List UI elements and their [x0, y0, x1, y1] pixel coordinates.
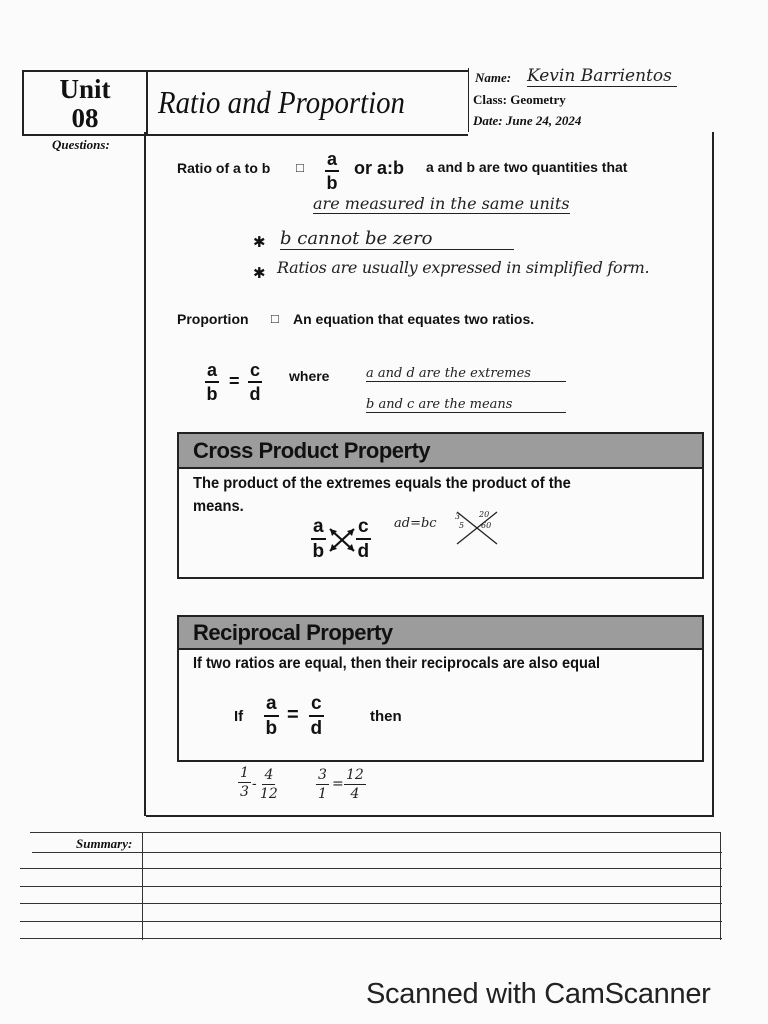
- summary-line: [32, 852, 722, 853]
- hand-bottom-example: [238, 766, 398, 812]
- ratio-fraction: [325, 150, 339, 192]
- reciprocal-frac1-den: b: [265, 718, 278, 739]
- bullet-star-icon: ✱: [253, 234, 266, 251]
- proportion-where: where: [289, 368, 330, 384]
- proportion-box-glyph: □: [271, 311, 279, 326]
- reciprocal-frac1-num: a: [264, 694, 279, 717]
- cross-frac1: [311, 517, 326, 561]
- summary-line: [20, 886, 722, 887]
- questions-label: Questions:: [52, 137, 110, 152]
- proportion-label: Proportion: [177, 311, 249, 327]
- summary-line: [20, 903, 722, 904]
- info-box: [468, 68, 709, 132]
- reciprocal-text: If two ratios are equal, then their reciprocals are also equal: [193, 655, 601, 672]
- hand-sep2: =: [332, 776, 344, 792]
- ratio-hand-line1: are measured in the same units: [313, 194, 570, 213]
- proportion-eq: =: [229, 371, 240, 391]
- ratio-desc: a and b are two quantities that: [426, 159, 628, 175]
- proportion-frac1: [205, 361, 219, 403]
- cross-product-box: [177, 432, 704, 579]
- hand-f4-den: 4: [350, 786, 360, 802]
- summary-label: Summary:: [76, 836, 133, 851]
- cross-frac2-den: d: [357, 541, 370, 562]
- sketch-tl: 3: [455, 512, 461, 521]
- date-value: June 24, 2024: [505, 113, 582, 128]
- reciprocal-box: [177, 615, 704, 762]
- cross-product-title: Cross Product Property: [179, 434, 702, 469]
- class-label: Class:: [473, 92, 507, 107]
- hand-f3-num: 3: [318, 767, 327, 783]
- cross-frac1-den: b: [312, 541, 325, 562]
- proportion-frac2: [248, 361, 262, 403]
- cross-hand-note: ad=bc: [394, 516, 437, 531]
- summary-line: [20, 938, 722, 939]
- date-label: Date:: [473, 113, 503, 128]
- proportion-hand-extremes: a and d are the extremes: [366, 366, 566, 382]
- summary-line: [20, 868, 722, 869]
- name-label: Name:: [475, 70, 512, 85]
- hand-f4-num: 12: [346, 767, 364, 783]
- cross-arrows-icon: [327, 526, 357, 554]
- unit-label: Unit: [59, 74, 111, 104]
- unit-box: [22, 70, 148, 136]
- proportion-frac2-num: c: [248, 361, 262, 383]
- hand-f1-num: 1: [240, 765, 249, 781]
- cross-frac1-num: a: [311, 517, 326, 540]
- sketch-tr: 20: [479, 510, 490, 519]
- reciprocal-frac2-num: c: [309, 694, 324, 717]
- bullet-star-icon: ✱: [253, 265, 266, 282]
- hand-f2-den: 12: [260, 786, 278, 802]
- summary-line: [20, 921, 722, 922]
- hand-frac2: [260, 768, 278, 801]
- hand-frac3: [316, 768, 329, 801]
- cross-frac2-num: c: [356, 517, 371, 540]
- sketch-bl: 5: [459, 521, 465, 530]
- ratio-frac-num: a: [325, 150, 339, 172]
- page-title: Ratio and Proportion: [158, 84, 405, 120]
- ratio-hand-bullet2: Ratios are usually expressed in simplified form.: [277, 258, 650, 277]
- hand-frac1: [238, 766, 251, 799]
- proportion-hand-means: b and c are the means: [366, 397, 566, 413]
- proportion-frac2-den: d: [249, 384, 261, 404]
- hand-f2-num: 4: [264, 767, 274, 783]
- hand-f1-den: 3: [240, 784, 249, 800]
- ratio-box-glyph: □: [296, 160, 304, 175]
- class-value: Geometry: [510, 92, 566, 107]
- reciprocal-frac2: [309, 694, 324, 738]
- reciprocal-frac1: [264, 694, 279, 738]
- ratio-frac-den: b: [326, 173, 338, 193]
- hand-f3-den: 1: [318, 786, 327, 802]
- name-value: Kevin Barrientos: [527, 66, 677, 87]
- cross-frac2: [356, 517, 371, 561]
- reciprocal-title: Reciprocal Property: [179, 617, 702, 650]
- ratio-intro: Ratio of a to b: [177, 160, 271, 176]
- proportion-definition: An equation that equates two ratios.: [293, 311, 535, 327]
- proportion-frac1-den: b: [206, 384, 218, 404]
- cross-product-text: The product of the extremes equals the product of the means.: [193, 475, 571, 515]
- unit-number: 08: [71, 103, 99, 133]
- hand-frac4: [344, 768, 366, 801]
- reciprocal-then: then: [370, 708, 402, 725]
- camscanner-footer: Scanned with CamScanner: [366, 978, 711, 1010]
- proportion-frac1-num: a: [205, 361, 219, 383]
- ratio-hand-bullet1: b cannot be zero: [280, 228, 514, 250]
- cross-hand-sketch: [455, 510, 499, 546]
- ratio-or-text: or a:b: [354, 158, 405, 178]
- title-box: [146, 70, 468, 136]
- reciprocal-frac2-den: d: [310, 718, 323, 739]
- hand-sep1: -: [252, 776, 257, 792]
- reciprocal-eq: =: [287, 704, 299, 726]
- sketch-br: 60: [481, 521, 492, 530]
- reciprocal-if: If: [234, 708, 244, 725]
